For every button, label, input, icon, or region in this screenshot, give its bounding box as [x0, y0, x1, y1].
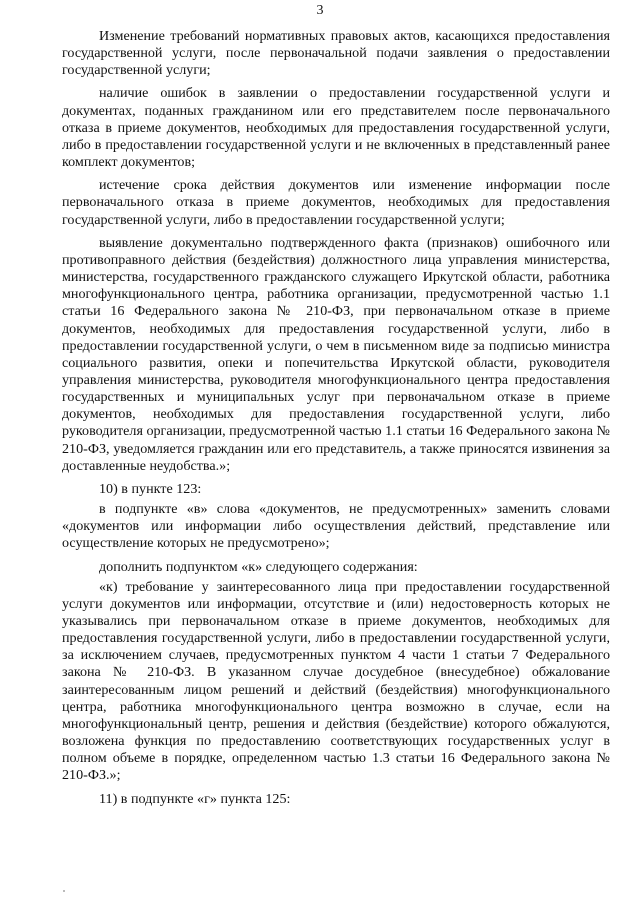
paragraph-subitem-v: в подпункте «в» слова «документов, не предусмотренных» заменить словами «документов или информации либо осуществления действий, представление или осуществление которых не предусмотрено»;: [62, 501, 610, 552]
paragraph-item-10: 10) в пункте 123:: [99, 480, 202, 497]
paragraph-erroneous-action: выявление документально подтвержденного факта (признаков) ошибочного или противоправного действия (бездействия) должностного лица управления министерства, министерства, государственного гражданского служащего Иркутской области, работника многофункционального центра, работника организации, предусмотренной частью 1.1 статьи 16 Федерального закона № 210-ФЗ, при первоначальном отказе в приеме документов, необходимых для предоставления государственной услуги, либо в предоставлении государственной услуги, о чем в письменном виде за подписью министра социального развития, опеки и попечительства Иркутской области, руководителя управления министерства, руководителя многофункционального центра предоставления государственных и муниципальных услуг при первоначальном отказе в приеме документов, необходимых для предоставления государственной услуги, либо руководителя организации, предусмотренной частью 1.1 статьи 16 Федерального закона № 210-ФЗ, уведомляется гражданин или его представитель, а также приносятся извинения за доставленные неудобства.»;: [62, 234, 610, 474]
paragraph-expiration-of-documents: истечение срока действия документов или изменение информации после первоначального отказа в приеме документов, необходимых для предоставления государственной услуги, либо в предоставлении государственной услуги;: [62, 177, 610, 228]
page-number: 3: [316, 3, 324, 18]
scan-speck: [63, 890, 65, 892]
paragraph-item-11: 11) в подпункте «г» пункта 125:: [99, 790, 291, 807]
document-body: [62, 28, 610, 808]
paragraph-subitem-k-text: «к) требование у заинтересованного лица при предоставлении государственной услуги документов или информации, отсутствие и (или) недостоверность которых не указывались при первоначальном отказе в приеме документов, необходимых для предоставления государственной услуги, либо в предоставлении государственной услуги, за исключением случаев, предусмотренных пунктом 4 части 1 статьи 7 Федерального закона № 210-ФЗ. В указанном случае досудебное (внесудебное) обжалование заинтересованным лицом решений и действий (бездействия) многофункционального центра, работника многофункционального центра возможно в случае, если на многофункциональный центр, решения и действия (бездействие) которого обжалуются, возложена функция по предоставлению соответствующих государственных услуг в полном объеме в порядке, определенном частью 1.3 статьи 16 Федерального закона № 210-ФЗ.»;: [62, 578, 610, 784]
paragraph-add-subitem-k: дополнить подпунктом «к» следующего содержания:: [99, 558, 418, 575]
paragraph-errors-in-application: наличие ошибок в заявлении о предоставлении государственной услуги и документах, поданных гражданином или его представителем после первоначального отказа в приеме документов, необходимых для предоставления государственной услуги, либо в предоставлении государственной услуги и не включенных в представленный ранее комплект документов;: [62, 85, 610, 171]
paragraph-change-requirements: Изменение требований нормативных правовых актов, касающихся предоставления государственной услуги, после первоначальной подачи заявления о предоставлении государственной услуги;: [62, 28, 610, 79]
